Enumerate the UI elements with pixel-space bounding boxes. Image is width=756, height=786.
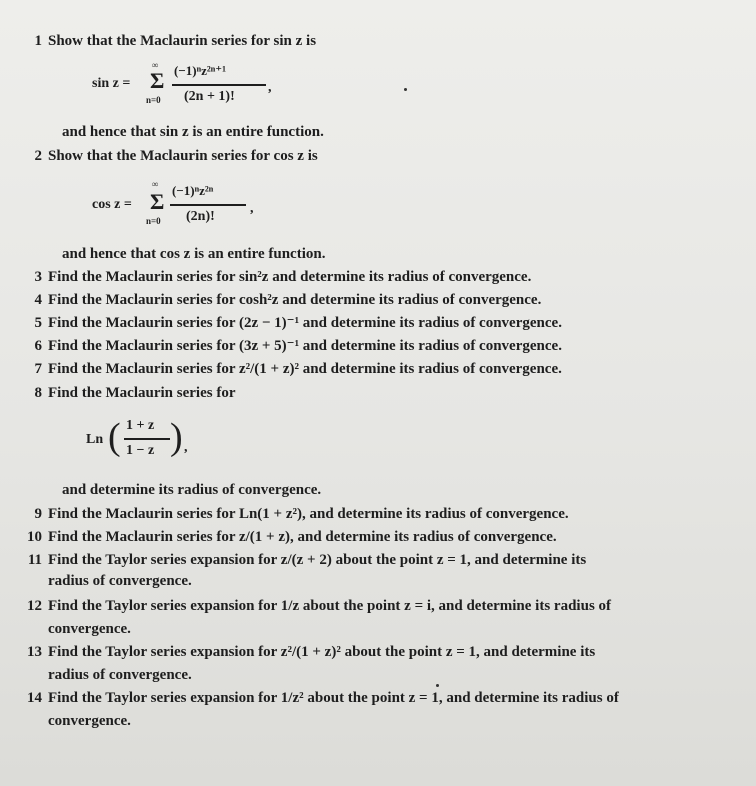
problem-number: 1 (34, 33, 42, 49)
problem-number: 14 (27, 690, 42, 706)
left-paren: ( (108, 416, 121, 458)
problem-text: Show that the Maclaurin series for cos z is (48, 148, 318, 164)
fraction-bar (124, 438, 170, 440)
problem-number: 6 (34, 338, 42, 354)
problem-number: 9 (34, 506, 42, 522)
summation-symbol: Σ (150, 189, 165, 214)
sum-upper-limit: ∞ (152, 60, 159, 70)
problem-number: 7 (34, 361, 42, 377)
problem-text: Find the Maclaurin series for z/(1 + z), and determine its radius of convergence. (48, 529, 557, 545)
formula-lhs: sin z = (92, 76, 131, 91)
stray-mark (404, 88, 407, 91)
problem-number: 10 (27, 529, 42, 545)
right-paren: ) (170, 416, 183, 458)
problem-text: Find the Maclaurin series for Ln(1 + z²), and determine its radius of convergence. (48, 506, 569, 522)
fraction-numerator: (−1)ⁿz²ⁿ⁺¹ (174, 63, 227, 78)
problem-text: Find the Taylor series expansion for z²/(1 + z)² about the point z = 1, and determine its (48, 644, 596, 660)
formula-comma: , (268, 80, 272, 95)
sin-series-formula (92, 60, 292, 114)
problem-number: 4 (34, 292, 42, 308)
fraction-denominator: 1 − z (126, 443, 155, 458)
fraction-bar (170, 204, 246, 206)
problem-text: Find the Taylor series expansion for z/(z + 2) about the point z = 1, and determine its (48, 552, 587, 568)
problem-text: convergence. (48, 621, 131, 637)
problem-text: Find the Maclaurin series for (3z + 5)⁻¹ and determine its radius of convergence. (48, 338, 562, 354)
problem-text: radius of convergence. (48, 573, 192, 589)
sum-lower-limit: n=0 (146, 95, 161, 105)
problem-text: Find the Taylor series expansion for 1/z² about the point z = 1, and determine its radius of (48, 690, 619, 706)
sum-lower-limit: n=0 (146, 216, 161, 226)
formula-comma: , (184, 440, 188, 455)
formula-comma: , (250, 201, 254, 216)
cos-series-formula (92, 179, 292, 233)
problem-number: 11 (27, 552, 42, 568)
problem-text: Find the Taylor series expansion for 1/z about the point z = i, and determine its radius of (48, 598, 612, 614)
fraction-numerator: (−1)ⁿz²ⁿ (172, 183, 214, 198)
problem-text: Find the Maclaurin series for cosh²z and determine its radius of convergence. (48, 292, 542, 308)
problem-number: 5 (34, 315, 42, 331)
problem-text: and hence that sin z is an entire function. (62, 124, 324, 140)
summation-symbol: Σ (150, 68, 165, 93)
problem-text: and determine its radius of convergence. (62, 482, 322, 498)
formula-lhs: Ln (86, 432, 104, 447)
problem-text: Find the Maclaurin series for (48, 385, 236, 401)
problem-number: 8 (34, 385, 42, 401)
problem-number: 2 (34, 148, 42, 164)
problem-text: convergence. (48, 713, 131, 729)
ln-formula (86, 414, 246, 470)
problem-number: 13 (27, 644, 42, 660)
problem-text: Find the Maclaurin series for z²/(1 + z)² and determine its radius of convergence. (48, 361, 562, 377)
problem-text: radius of convergence. (48, 667, 192, 683)
stray-mark (436, 684, 439, 687)
fraction-bar (172, 84, 266, 86)
problem-text: and hence that cos z is an entire function. (62, 246, 326, 262)
problem-text: Find the Maclaurin series for (2z − 1)⁻¹ and determine its radius of convergence. (48, 315, 562, 331)
formula-lhs: cos z = (92, 197, 132, 212)
fraction-denominator: (2n + 1)! (184, 89, 235, 104)
problem-text: Show that the Maclaurin series for sin z is (48, 33, 317, 49)
problem-number: 3 (34, 269, 42, 285)
sum-upper-limit: ∞ (152, 179, 159, 189)
fraction-numerator: 1 + z (126, 418, 155, 433)
fraction-denominator: (2n)! (186, 209, 215, 224)
problem-text: Find the Maclaurin series for sin²z and determine its radius of convergence. (48, 269, 532, 285)
problem-number: 12 (27, 598, 42, 614)
